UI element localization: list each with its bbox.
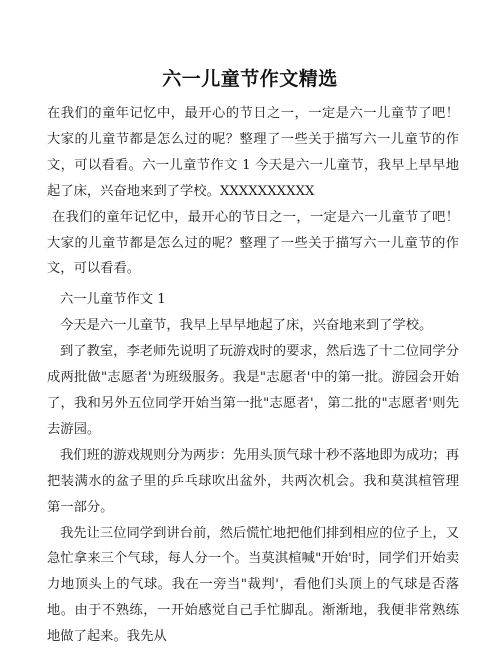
paragraph-intro-repeat: 在我们的童年记忆中，最开心的节日之一，一定是六一儿童节了吧！大家的儿童节都是怎么过的呢？整理了一些关于描写六一儿童节的作文，可以看看。 [47,205,459,283]
section-heading: 六一儿童节作文 1 [47,287,459,313]
document-body [47,101,459,650]
paragraph-body: 到了教室，李老师先说明了玩游戏时的要求，然后选了十二位同学分成两批做"志愿者'为班级服务。我是"志愿者'中的第一批。游园会开始了，我和另外五位同学开始当第一批"志愿者'，第二批的"志愿者'则先去游园。 [47,339,459,443]
paragraph-body: 我先让三位同学到讲台前，然后慌忙地把他们排到相应的位子上，又急忙拿来三个气球，每人分一个。当莫淇楦喊"开始'时，同学们开始卖力地顶头上的气球。我在一旁当"裁判'，看他们头顶上的气球是否落地。由于不熟练，一开始感觉自己手忙脚乱。渐渐地，我便非常熟练地做了起来。我先从 [47,521,459,650]
paragraph-body: 我们班的游戏规则分为两步：先用头顶气球十秒不落地即为成功；再把装满水的盆子里的乒乓球吹出盆外，共两次机会。我和莫淇楦管理第一部分。 [47,443,459,521]
paragraph-intro: 在我们的童年记忆中，最开心的节日之一，一定是六一儿童节了吧！大家的儿童节都是怎么过的呢？整理了一些关于描写六一儿童节的作文，可以看看。六一儿童节作文 1 今天是六一儿童节，我早上早早地起了床，兴奋地来到了学校。XXXXXXXXXX [47,101,459,205]
paragraph-body: 今天是六一儿童节，我早上早早地起了床，兴奋地来到了学校。 [47,313,459,339]
document-title: 六一儿童节作文精选 [0,66,500,92]
